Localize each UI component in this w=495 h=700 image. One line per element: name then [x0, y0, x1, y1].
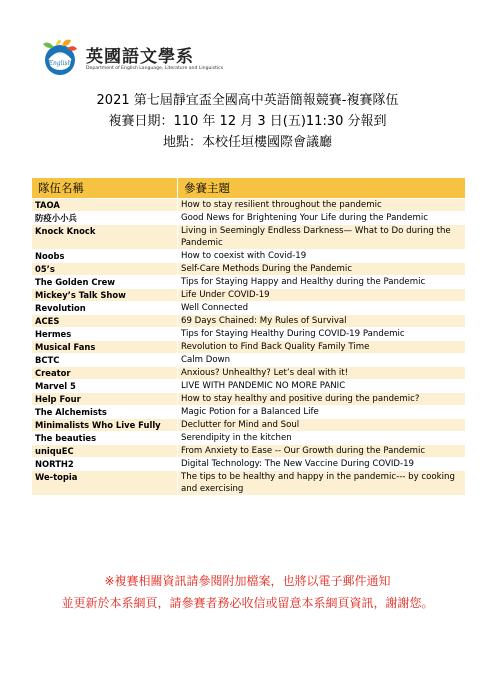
- table-row: [32, 393, 466, 406]
- team-name-cell: BCTC: [32, 354, 178, 367]
- topic-cell: Calm Down: [178, 354, 466, 367]
- topic-cell: How to coexist with Covid-19: [178, 250, 466, 263]
- topic-cell: 69 Days Chained: My Rules of Survival: [178, 315, 466, 328]
- table-row: [32, 458, 466, 471]
- topic-cell: Tips for Staying Healthy During COVID-19 Pandemic: [178, 328, 466, 341]
- table-row: [32, 199, 466, 212]
- competition-date: 複賽日期：110 年 12 月 3 日(五)11:30 分報到: [108, 114, 387, 129]
- topic-cell: Life Under COVID-19: [178, 289, 466, 302]
- topic-cell: Well Connected: [178, 302, 466, 315]
- team-name-cell: The Alchemists: [32, 406, 178, 419]
- team-name-cell: Creator: [32, 367, 178, 380]
- team-name-cell: The Golden Crew: [32, 276, 178, 289]
- svg-text:English: English: [48, 60, 72, 67]
- teams-table: [31, 177, 466, 496]
- table-row: [32, 419, 466, 432]
- table-row: [32, 250, 466, 263]
- team-name-cell: Help Four: [32, 393, 178, 406]
- table-row: [32, 302, 466, 315]
- team-name-cell: Mickey’s Talk Show: [32, 289, 178, 302]
- footer-notice: [0, 570, 495, 614]
- footer-note-line2: 並更新於本系網頁，請參賽者務必收信或留意本系網頁資訊，謝謝您。: [61, 596, 434, 610]
- table-row: [32, 445, 466, 458]
- topic-cell: Living in Seemingly Endless Darkness— What to Do during the Pandemic: [178, 225, 466, 250]
- table-row: [32, 406, 466, 419]
- team-name-cell: uniquEC: [32, 445, 178, 458]
- table-row: [32, 380, 466, 393]
- footer-note-line1: ※複賽相關資訊請參閱附加檔案，也將以電子郵件通知: [104, 574, 391, 588]
- team-name-cell: Hermes: [32, 328, 178, 341]
- team-name-cell: 05’s: [32, 263, 178, 276]
- topic-cell: LIVE WITH PANDEMIC NO MORE PANIC: [178, 380, 466, 393]
- team-name-cell: Knock Knock: [32, 225, 178, 250]
- table-row: [32, 432, 466, 445]
- topic-cell: Self-Care Methods During the Pandemic: [178, 263, 466, 276]
- topic-cell: How to stay healthy and positive during the pandemic?: [178, 393, 466, 406]
- team-name-cell: We-topia: [32, 471, 178, 496]
- table-row: [32, 341, 466, 354]
- table-header-row: [32, 178, 466, 199]
- table-row: [32, 354, 466, 367]
- topic-cell: Anxious? Unhealthy? Let’s deal with it!: [178, 367, 466, 380]
- topic-cell: The tips to be healthy and happy in the pandemic--- by cooking and exercising: [178, 471, 466, 496]
- topic-cell: Digital Technology: The New Vaccine During COVID-19: [178, 458, 466, 471]
- table-row: [32, 225, 466, 250]
- topic-cell: Serendipity in the kitchen: [178, 432, 466, 445]
- team-name-cell: TAOA: [32, 199, 178, 212]
- column-header-team: 隊伍名稱: [32, 178, 178, 199]
- table-row: [32, 367, 466, 380]
- topic-cell: How to stay resilient throughout the pandemic: [178, 199, 466, 212]
- logo-english-text: Department of English Language, Literature and Linguistics: [86, 66, 224, 71]
- team-name-cell: ACES: [32, 315, 178, 328]
- topic-cell: Magic Potion for a Balanced Life: [178, 406, 466, 419]
- topic-cell: Tips for Staying Happy and Healthy during the Pandemic: [178, 276, 466, 289]
- table-row: [32, 471, 466, 496]
- team-name-cell: NORTH2: [32, 458, 178, 471]
- table-row: [32, 276, 466, 289]
- competition-title: 2021 第七屆靜宜盃全國高中英語簡報競賽-複賽隊伍: [96, 93, 399, 108]
- table-row: [32, 263, 466, 276]
- leaf-emblem-icon: [40, 38, 80, 78]
- team-name-cell: Noobs: [32, 250, 178, 263]
- topic-cell: Good News for Brightening Your Life during the Pandemic: [178, 212, 466, 225]
- department-logo: [40, 38, 224, 82]
- competition-venue: 地點：本校任垣樓國際會議廳: [162, 135, 332, 150]
- logo-chinese-text: 英國語文學系: [86, 47, 194, 67]
- team-name-cell: Musical Fans: [32, 341, 178, 354]
- team-name-cell: Marvel 5: [32, 380, 178, 393]
- team-name-cell: Revolution: [32, 302, 178, 315]
- topic-cell: Declutter for Mind and Soul: [178, 419, 466, 432]
- team-name-cell: Minimalists Who Live Fully: [32, 419, 178, 432]
- topic-cell: Revolution to Find Back Quality Family Time: [178, 341, 466, 354]
- table-row: [32, 289, 466, 302]
- team-name-cell: 防疫小小兵: [32, 212, 178, 225]
- column-header-topic: 參賽主題: [178, 178, 466, 199]
- table-row: [32, 328, 466, 341]
- table-row: [32, 212, 466, 225]
- topic-cell: From Anxiety to Ease -- Our Growth during the Pandemic: [178, 445, 466, 458]
- document-titles: [0, 90, 495, 153]
- table-row: [32, 315, 466, 328]
- team-name-cell: The beauties: [32, 432, 178, 445]
